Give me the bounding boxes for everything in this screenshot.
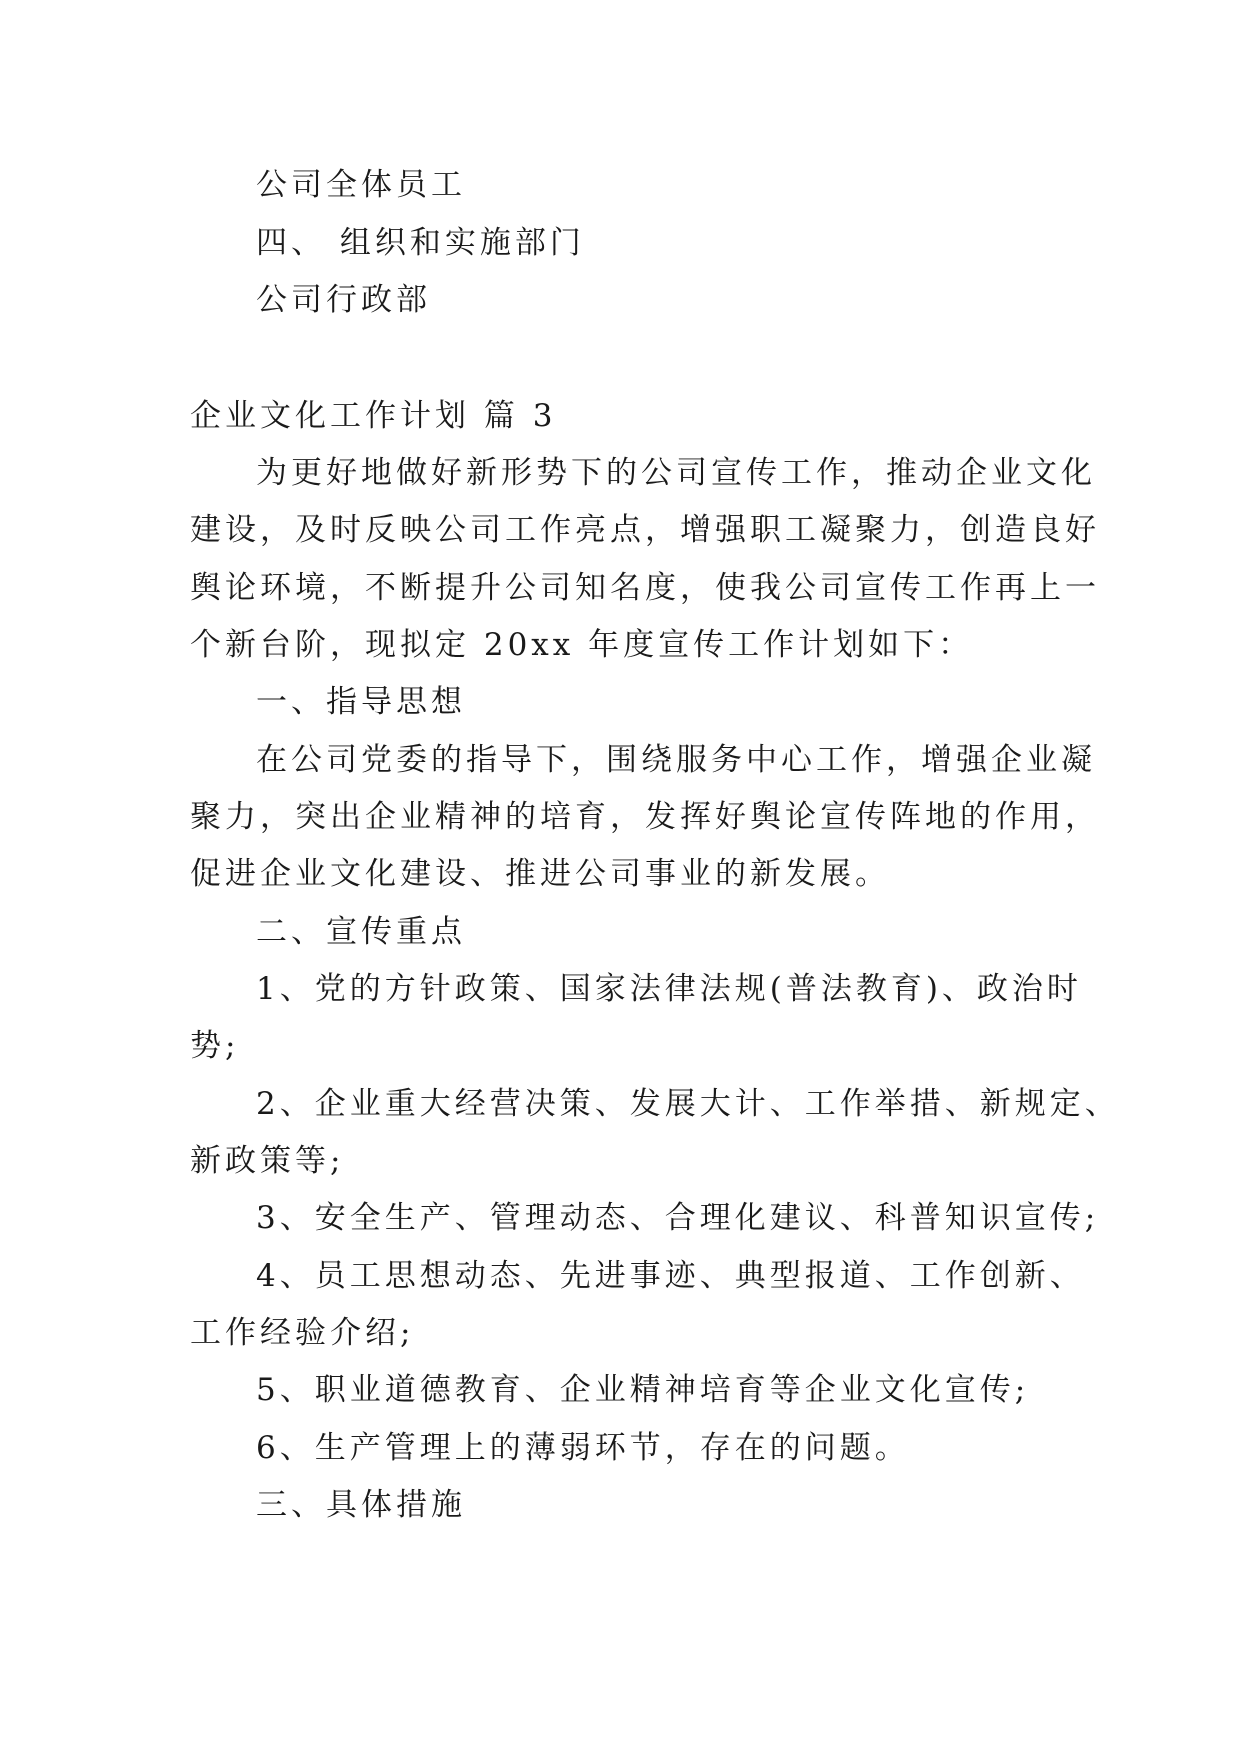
paragraph-line: 建设，及时反映公司工作亮点，增强职工凝聚力，创造良好 — [190, 512, 1100, 548]
document-title: 企业文化工作计划 篇 3 — [190, 398, 557, 434]
list-item: 5、职业道德教育、企业精神培育等企业文化宣传; — [256, 1372, 1030, 1408]
list-item: 4、员工思想动态、先进事迹、典型报道、工作创新、 — [256, 1258, 1085, 1294]
paragraph-line: 公司行政部 — [256, 282, 431, 318]
paragraph-line: 在公司党委的指导下，围绕服务中心工作，增强企业凝 — [256, 742, 1096, 778]
list-item: 6、生产管理上的薄弱环节，存在的问题。 — [256, 1430, 910, 1466]
list-item-continuation: 新政策等; — [190, 1143, 345, 1179]
paragraph-line: 舆论环境，不断提升公司知名度，使我公司宣传工作再上一 — [190, 570, 1100, 606]
list-item: 3、安全生产、管理动态、合理化建议、科普知识宣传; — [256, 1200, 1100, 1236]
section-heading: 一、指导思想 — [256, 684, 466, 720]
list-item-continuation: 势; — [190, 1028, 240, 1064]
paragraph-line: 个新台阶，现拟定 20xx 年度宣传工作计划如下： — [190, 627, 974, 663]
list-item: 1、党的方针政策、国家法律法规(普法教育)、政治时 — [256, 971, 1082, 1007]
section-heading: 四、 组织和实施部门 — [256, 225, 585, 261]
paragraph-line: 公司全体员工 — [256, 167, 466, 203]
list-item-continuation: 工作经验介绍; — [190, 1315, 415, 1351]
paragraph-line: 促进企业文化建设、推进公司事业的新发展。 — [190, 856, 890, 892]
section-heading: 二、宣传重点 — [256, 914, 466, 950]
list-item: 2、企业重大经营决策、发展大计、工作举措、新规定、 — [256, 1086, 1120, 1122]
paragraph-line: 聚力，突出企业精神的培育，发挥好舆论宣传阵地的作用， — [190, 799, 1100, 835]
paragraph-line: 为更好地做好新形势下的公司宣传工作，推动企业文化 — [256, 455, 1096, 491]
section-heading: 三、具体措施 — [256, 1487, 466, 1523]
